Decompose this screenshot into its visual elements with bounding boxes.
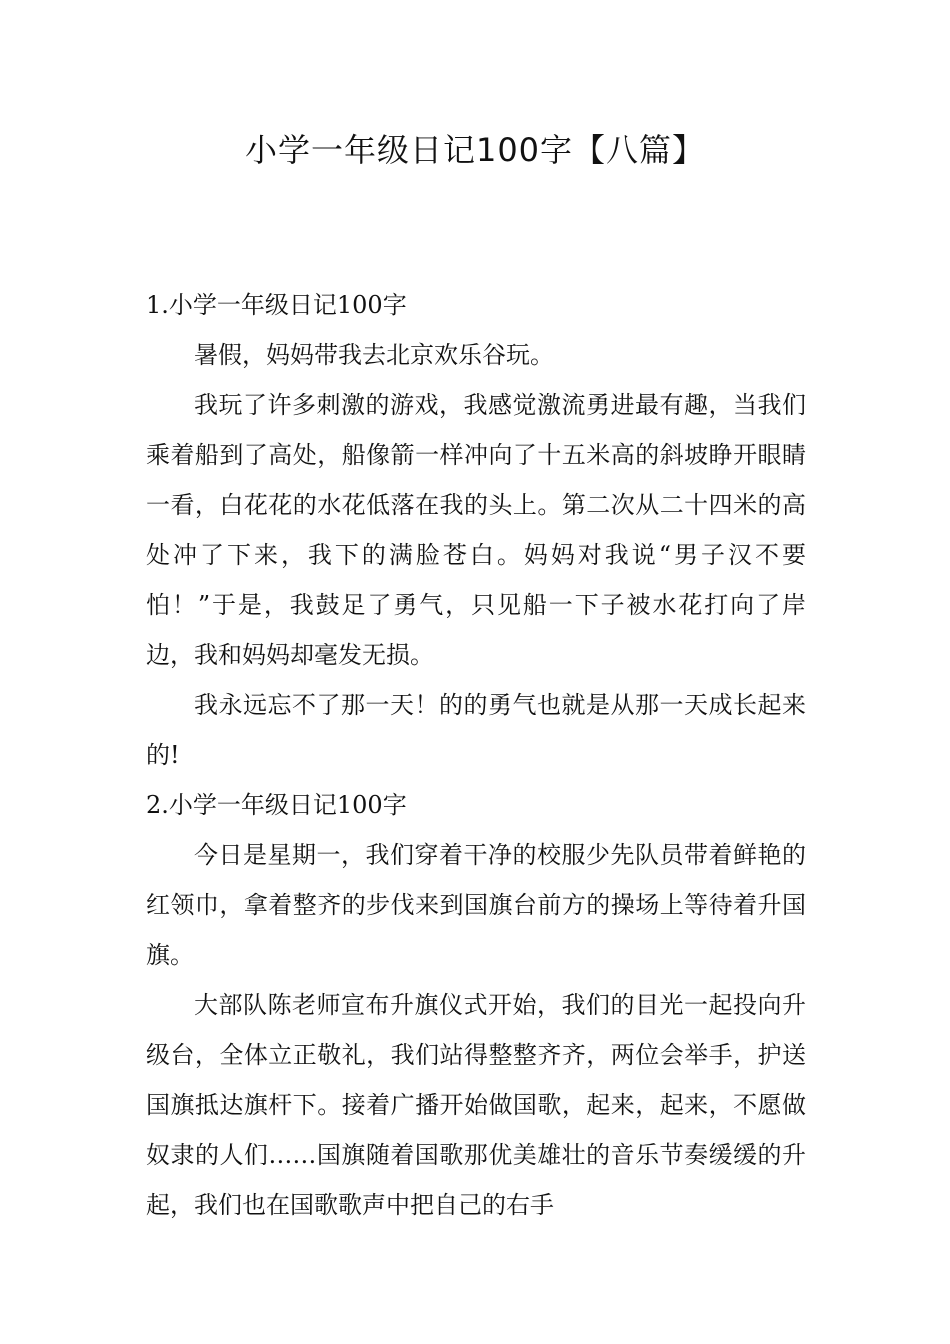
document-title: 小学一年级日记100字【八篇】 <box>244 131 706 169</box>
section-heading-2: 2.小学一年级日记100字 <box>146 791 407 819</box>
paragraph: 我玩了许多刺激的游戏，我感觉激流勇进最有趣，当我们乘着船到了高处，船像箭一样冲向了十五米高的斜坡睁开眼睛一看，白花花的水花低落在我的头上。第二次从二十四米的高处冲了下来，我下的满脸苍白。妈妈对我说“男子汉不要怕！”于是，我鼓足了勇气，只见船一下子被水花打向了岸边，我和妈妈却毫发无损。 <box>146 391 806 669</box>
document-body <box>146 280 806 1230</box>
paragraph: 大部队陈老师宣布升旗仪式开始，我们的目光一起投向升级台，全体立正敬礼，我们站得整整齐齐，两位会举手，护送国旗抵达旗杆下。接着广播开始做国歌，起来，起来，不愿做奴隶的人们……国旗随着国歌那优美雄壮的音乐节奏缓缓的升起，我们也在国歌歌声中把自己的右手 <box>146 991 806 1219</box>
paragraph: 我永远忘不了那一天！的的勇气也就是从那一天成长起来的! <box>146 691 806 769</box>
paragraph: 暑假，妈妈带我去北京欢乐谷玩。 <box>194 341 554 369</box>
paragraph: 今日是星期一，我们穿着干净的校服少先队员带着鲜艳的红领巾，拿着整齐的步伐来到国旗台前方的操场上等待着升国旗。 <box>146 841 806 969</box>
section-heading-1: 1.小学一年级日记100字 <box>146 291 407 319</box>
